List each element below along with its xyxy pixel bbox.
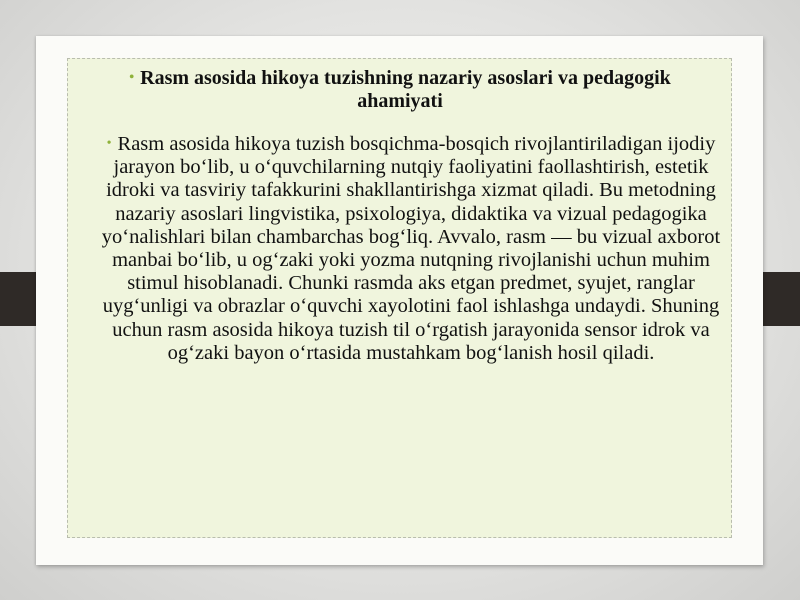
bullet-icon: • [106, 136, 112, 151]
bullet-icon: • [129, 70, 135, 85]
heading-text: Rasm asosida hikoya tuzishning nazariy asoslari va pedagogik ahamiyati [140, 67, 671, 112]
slide-heading [100, 66, 700, 113]
body-text: Rasm asosida hikoya tuzish bosqichma-bosqich rivojlantiriladigan ijodiy jarayon bo‘lib, u o‘quvchilarning nutqiy faoliyatini faollashtirish, estetik idroki va tasviriy tafakkurini shakllantirishga xizmat qiladi. Bu metodning nazariy asoslari lingvistika, psixologiya, didaktika va vizual pedagogika yo‘nalishlari bilan chambarchas bog‘liq. Avvalo, rasm — bu vizual axborot manbai bo‘lib, u og‘zaki yoki yozma nutqning rivojlanishi uchun muhim stimul hisoblanadi. Chunki rasmda aks etgan predmet, syujet, ranglar uyg‘unligi va obrazlar o‘quvchi xayolotini faol ishlashga undaydi. Shuning uchun rasm asosida hikoya tuzish til o‘rgatish jarayonida sensor idrok va og‘zaki bayon o‘rtasida mustahkam bog‘lanish hosil qiladi. [101, 133, 721, 364]
slide-body [98, 132, 724, 365]
